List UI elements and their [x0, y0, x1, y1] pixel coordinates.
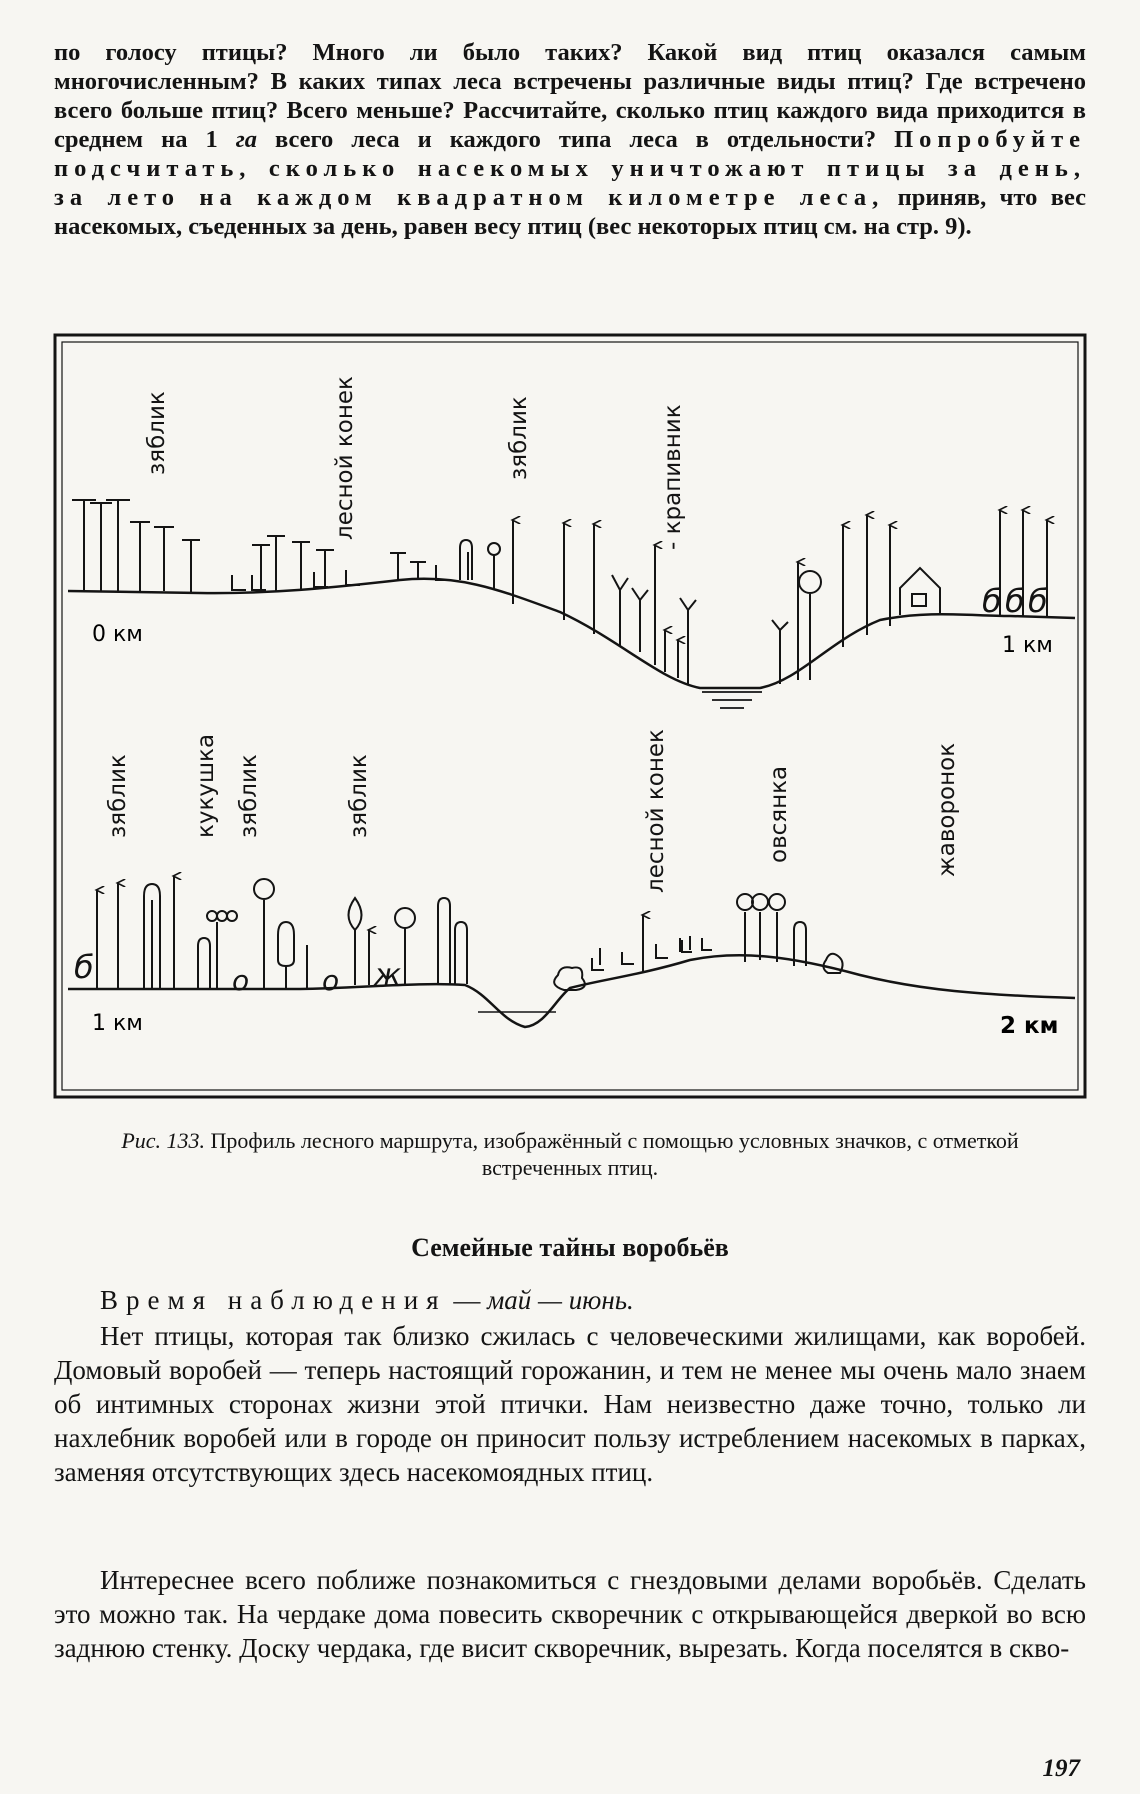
intro-text-1: по голосу птицы? Много ли было таких? Какой вид птиц оказался самым многочисленным? В каких типах леса встречены различные виды птиц? Где встречено всего больше птиц? Всего меньше? Рассчитайте, сколько птиц каждого вида приходится в среднем на 1: [54, 39, 1086, 153]
upper-profile: [68, 500, 1075, 708]
o-symbol-lower-2: о: [322, 964, 340, 997]
figure-inner-frame: [62, 342, 1078, 1090]
b-symbol-upper-1: б: [982, 582, 1002, 620]
label-kukushka-lower: кукушка: [193, 733, 219, 838]
lower-bird-labels: [105, 729, 960, 893]
observation-dash: —: [453, 1285, 481, 1315]
b-symbol-upper-3: б: [1028, 582, 1048, 620]
deciduous-arrow-trees-lower: [97, 876, 643, 989]
label-lesnoy-konek-lower: лесной конек: [643, 729, 669, 893]
label-zhavoronok-lower: жаворонок: [934, 742, 960, 877]
label-zyablik-upper-2: зяблик: [506, 396, 532, 480]
km-1-label-upper: 1 км: [1002, 633, 1053, 658]
label-zyablik-upper-1: зяблик: [144, 391, 170, 475]
label-zyablik-lower-3: зяблик: [346, 754, 372, 838]
label-krapivnik-upper: - крапивник: [660, 404, 686, 550]
b-symbol-upper-2: б: [1005, 582, 1025, 620]
pine-symbols: [72, 500, 426, 593]
page-number: 197: [1042, 1755, 1080, 1782]
small-stems-lower: [600, 936, 690, 965]
km-1-label-lower: 1 км: [92, 1011, 143, 1036]
upper-ground-line: [68, 579, 1075, 688]
observation-line: [54, 1283, 1086, 1317]
upper-bird-labels: [144, 376, 686, 550]
paragraph-sparrow-intro: Нет птицы, которая так близко сжилась с человеческими жилищами, как воробей. Домовый воробей — теперь настоящий горожанин, и тем не менее мы очень мало знаем об интимных сторонах жизни этой птички. Нам неизвестно даже точно, только ли нахлебник воробей или в городе он приносит пользу истреблением насекомых в парках, заменяя отсутствующих здесь насекомоядных птиц.: [54, 1321, 1086, 1487]
caption-text: Профиль лесного маршрута, изображённый с помощью условных значков, с отметкой встреченных птиц.: [210, 1128, 1019, 1180]
label-ovsyanka-lower: овсянка: [766, 765, 792, 863]
birch-symbols-upper: [612, 575, 788, 684]
label-lesnoy-konek-upper: лесной конек: [332, 376, 358, 540]
zh-symbol-lower: ж: [374, 958, 402, 993]
water-lines-upper: [702, 692, 762, 708]
observation-label: Время наблюдения: [100, 1285, 447, 1315]
km-2-label: 2 км: [1000, 1013, 1059, 1039]
o-symbol-lower-1: о: [232, 964, 250, 997]
label-zyablik-lower-2: зяблик: [236, 754, 262, 838]
figure-number: Рис. 133.: [121, 1128, 206, 1153]
observation-value: май — июнь.: [487, 1285, 634, 1315]
house-icon: [900, 568, 940, 615]
section-title: Семейные тайны воробьёв: [411, 1233, 729, 1262]
intro-text-3: приняв, что вес насекомых, съеденных за день, равен весу птиц (вес некоторых птиц см. на стр. 9).: [54, 184, 1086, 240]
km-0-label: 0 км: [92, 622, 143, 647]
intro-text-2: всего леса и каждого типа леса в отдельности?: [274, 126, 877, 153]
b-symbols-upper: [982, 582, 1048, 620]
figure-caption: [60, 1127, 1080, 1181]
hectare-unit: га: [235, 126, 257, 153]
paragraph-nesting: Интереснее всего поближе познакомиться с гнездовыми делами воробьёв. Сделать это можно так. На чердаке дома повесить скворечник с открывающейся дверкой во всю заднюю стенку. Доску чердака, где висит скворечник, вырезать. Когда поселятся в скво-: [54, 1565, 1086, 1663]
lower-ground-line: [68, 955, 1075, 1027]
label-zyablik-lower-1: зяблик: [105, 754, 131, 838]
b-symbol-lower: б: [74, 948, 94, 986]
shrub-symbols-lower: [592, 938, 712, 970]
lower-profile: [68, 876, 1075, 1027]
intro-spaced-text: Попробуйте подсчитать, сколько насекомых уничтожают птицы за день, за лето на каждом квадратном километре леса,: [54, 126, 1087, 211]
